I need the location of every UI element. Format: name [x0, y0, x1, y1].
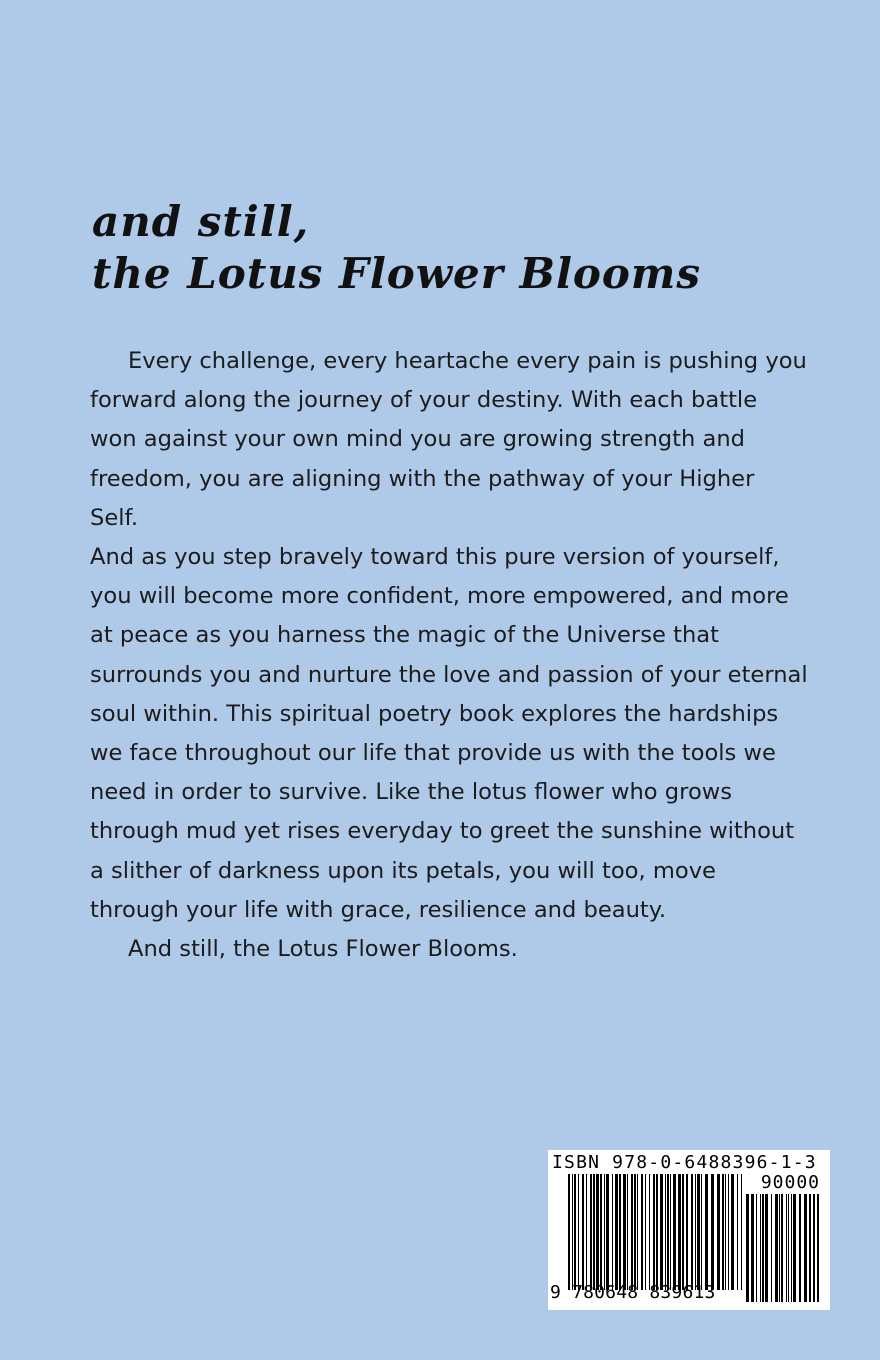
barcode-bar	[765, 1194, 768, 1302]
barcode-bar	[653, 1174, 655, 1290]
barcode-bar	[574, 1174, 576, 1290]
barcode-bar	[572, 1174, 573, 1290]
barcode-bar	[722, 1174, 724, 1290]
barcode-bar	[813, 1194, 815, 1302]
barcode-bar	[686, 1174, 688, 1290]
barcode-bar	[771, 1194, 772, 1302]
barcode-bar	[746, 1194, 749, 1302]
barcode-bar	[641, 1174, 643, 1290]
barcode-bar	[593, 1174, 595, 1290]
barcode-bar	[762, 1194, 764, 1302]
barcode-bar	[717, 1174, 720, 1290]
barcode-bar	[779, 1194, 780, 1302]
barcode-bar	[691, 1174, 693, 1290]
barcode-bar	[631, 1174, 633, 1290]
blurb-paragraph-3: And still, the Lotus Flower Blooms.	[128, 936, 518, 963]
barcode-bar	[578, 1174, 579, 1290]
barcode-bar	[649, 1174, 650, 1290]
barcode-bar	[586, 1174, 587, 1290]
barcode-bar	[737, 1174, 738, 1290]
barcode-bar	[804, 1194, 807, 1302]
title-line-1: and still,	[92, 197, 310, 246]
barcode-bar	[596, 1174, 599, 1290]
barcode-bar	[645, 1174, 646, 1290]
barcode-bar	[788, 1194, 789, 1302]
barcode-bar	[775, 1194, 778, 1302]
barcode-bars	[568, 1174, 744, 1290]
barcode-bar	[695, 1174, 696, 1290]
barcode-bar	[760, 1194, 761, 1302]
barcode-bar	[705, 1174, 708, 1290]
barcode-bar	[600, 1174, 602, 1290]
barcode-bar	[627, 1174, 628, 1290]
barcode-bar	[660, 1174, 663, 1290]
isbn-number: ISBN 978-0-6488396-1-3	[552, 1152, 817, 1173]
barcode-bar	[728, 1174, 729, 1290]
barcode-bar	[781, 1194, 783, 1302]
barcode-bar	[623, 1174, 626, 1290]
barcode-bar	[619, 1174, 621, 1290]
barcode-bar	[673, 1174, 676, 1290]
barcode-bar	[697, 1174, 700, 1290]
barcode-addon-bars	[746, 1194, 822, 1302]
blurb-paragraph-1: Every challenge, every heartache every pain is pushing you forward along the journey of your destiny. With each battle won against your own mind you are growing strength and freedom, you are aligning with the pathway of your Higher Self.	[90, 348, 807, 531]
book-title	[92, 196, 792, 300]
barcode-bar	[678, 1174, 681, 1290]
barcode-bar	[612, 1174, 613, 1290]
barcode-bar	[756, 1194, 757, 1302]
barcode-bar	[817, 1194, 819, 1302]
barcode-bar	[604, 1174, 605, 1290]
blurb-paragraph-2: And as you step bravely toward this pure version of yourself, you will become more confident, more empowered, and more at peace as you harness the magic of the Universe that surrounds you and nurture the love and passion of your eternal soul within. This spiritual poetry book explores the hardships we face throughout our life that provide us with the tools we need in order to survive. Like the lotus flower who grows through mud yet rises everyday to greet the sunshine without a slither of darkness upon its petals, you will too, move through your life with grace, resilience and beauty.	[90, 544, 808, 923]
barcode-bar	[670, 1174, 671, 1290]
barcode-bar	[637, 1174, 638, 1290]
barcode-bar	[582, 1174, 584, 1290]
barcode-bar	[793, 1194, 796, 1302]
barcode-bar	[711, 1174, 714, 1290]
barcode-bar	[634, 1174, 636, 1290]
price-code: 90000	[760, 1172, 820, 1193]
barcode-bar	[791, 1194, 792, 1302]
barcode-bar	[682, 1174, 684, 1290]
barcode-bar	[656, 1174, 658, 1290]
barcode-bar	[606, 1174, 609, 1290]
barcode-bar	[615, 1174, 618, 1290]
barcode-bar	[751, 1194, 754, 1302]
barcode-bar	[799, 1194, 801, 1302]
barcode-bar	[725, 1174, 726, 1290]
title-line-2: the Lotus Flower Blooms	[92, 249, 702, 298]
barcode-bar	[568, 1174, 570, 1290]
ean-digits: 9 780648 839613	[550, 1282, 716, 1303]
barcode-bar	[731, 1174, 734, 1290]
barcode-bar	[701, 1174, 702, 1290]
barcode-bar	[741, 1174, 742, 1290]
blurb-text	[90, 342, 808, 969]
barcode-bar	[786, 1194, 787, 1302]
barcode-bar	[665, 1174, 666, 1290]
barcode-bar	[590, 1174, 592, 1290]
barcode-bar	[667, 1174, 669, 1290]
isbn-barcode	[548, 1150, 830, 1310]
barcode-bar	[809, 1194, 811, 1302]
